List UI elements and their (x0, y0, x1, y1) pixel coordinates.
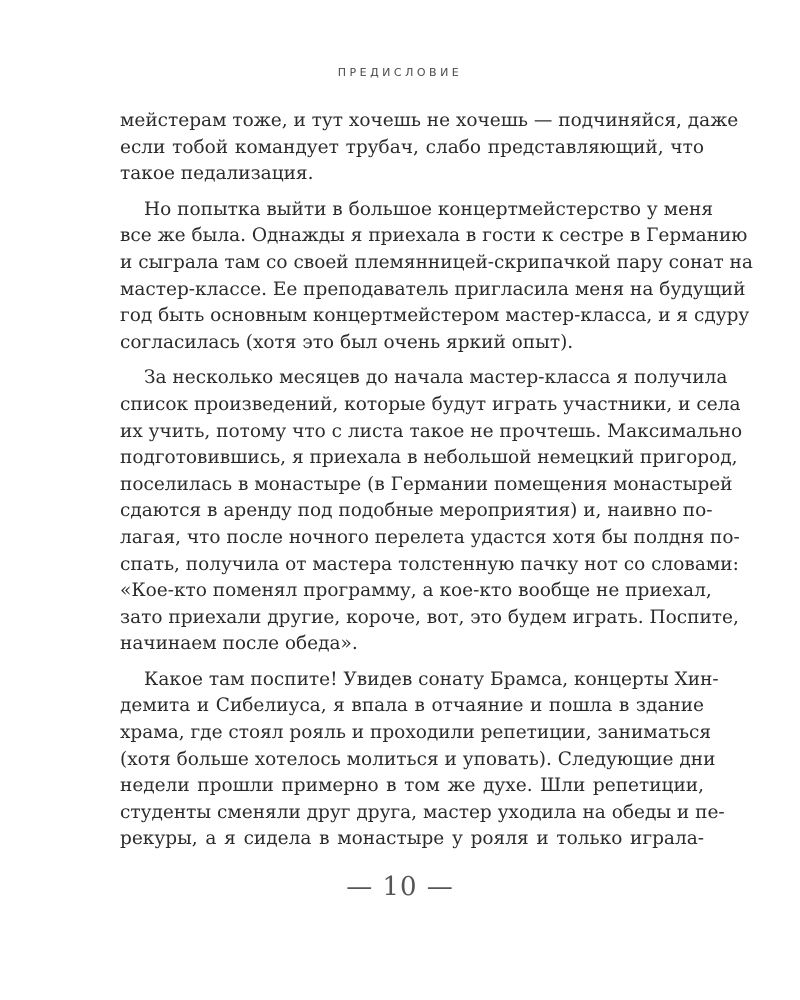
text-line: За несколько месяцев до начала мастер-класса я получила (144, 367, 728, 389)
text-line: рекуры, а я сидела в монастыре у рояля и только играла- (120, 828, 704, 850)
text-line: Но попытка выйти в большое концертмейстерство у меня (144, 198, 714, 220)
page-body (120, 108, 753, 862)
text-line: поселилась в монастыре (в Германии помещения монастырей (120, 473, 733, 495)
text-line: и сыграла там со своей племянницей-скрипачкой пару сонат на (120, 251, 753, 273)
text-line: все же была. Однажды я приехала в гости к сестре в Германию (120, 225, 748, 247)
paragraph-1 (120, 108, 739, 188)
text-line: (хотя больше хотелось молиться и уповать). Следующие дни (120, 748, 716, 770)
text-line: их учить, потому что с листа такое не прочтешь. Максимально (120, 420, 743, 442)
text-line: мейстерам тоже, и тут хочешь не хочешь — подчиняйся, даже (120, 110, 739, 131)
text-line: недели прошли примерно в том же духе. Шли репетиции, (120, 775, 704, 797)
page-number: — 10 — (346, 872, 454, 902)
text-line: согласилась (хотя это был очень яркий опыт). (120, 331, 574, 353)
running-head: ПРЕДИСЛОВИЕ (337, 66, 463, 79)
text-line: храма, где стоял рояль и проходили репетиции, заниматься (120, 722, 712, 744)
text-line: подготовившись, я приехала в небольшой немецкий пригород, (120, 447, 738, 469)
text-line: Какое там поспите! Увидев сонату Брамса, концерты Хин- (144, 668, 719, 690)
text-line: мастер-классе. Ее преподаватель пригласила меня на будущий (120, 278, 746, 300)
text-line: зато приехали другие, короче, вот, это будем играть. Поспите, (120, 606, 739, 628)
text-line: начинаем после обеда». (120, 633, 358, 655)
text-line: студенты сменяли друг друга, мастер уходила на обеды и пе- (120, 801, 725, 823)
paragraph-4 (120, 667, 725, 853)
text-line: если тобой командует трубач, слабо представляющий, что (120, 136, 704, 158)
text-line: такое педализация. (120, 163, 314, 185)
text-line: список произведений, которые будут играть участники, и села (120, 393, 741, 415)
text-line: сдаются в аренду под подобные мероприятия) и, наивно по- (120, 500, 713, 522)
paragraph-2 (120, 197, 753, 357)
paragraph-3 (120, 365, 743, 658)
text-line: год быть основным концертмейстером мастер-класса, и я сдуру (120, 305, 750, 327)
text-line: спать, получила от мастера толстенную пачку нот со словами: (120, 553, 739, 575)
text-line: лагая, что после ночного перелета удастся хотя бы полдня по- (120, 526, 740, 548)
text-line: демита и Сибелиуса, я впала в отчаяние и пошла в здание (120, 695, 704, 717)
text-line: «Кое-кто поменял программу, а кое-кто вообще не приехал, (120, 580, 712, 602)
